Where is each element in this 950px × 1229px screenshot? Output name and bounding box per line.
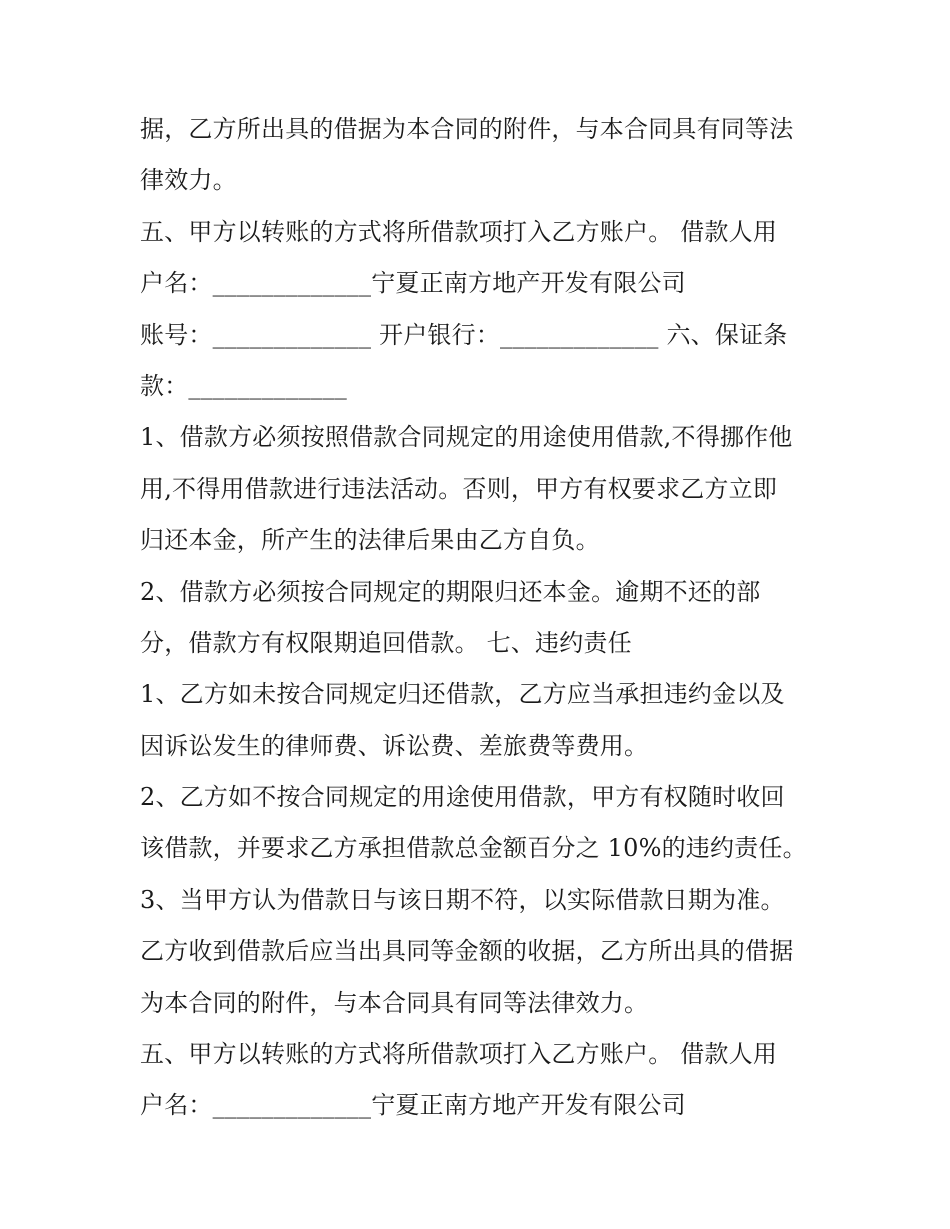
text-line: 五、甲方以转账的方式将所借款项打入乙方账户。 借款人用	[140, 217, 778, 246]
text-line: 1、乙方如未按合同规定归还借款，乙方应当承担违约金以及	[140, 680, 785, 709]
text-line: 账号：_____________ 开户银行：_____________ 六、保证条	[140, 320, 788, 349]
text-line: 归还本金，所产生的法律后果由乙方自负。	[140, 526, 600, 555]
text-line: 3、当甲方认为借款日与该日期不符，以实际借款日期为准。	[140, 885, 785, 914]
text-line: 2、借款方必须按合同规定的期限归还本金。逾期不还的部	[140, 577, 761, 606]
text-line: 乙方收到借款后应当出具同等金额的收据，乙方所出具的借据	[140, 937, 794, 966]
text-line: 五、甲方以转账的方式将所借款项打入乙方账户。 借款人用	[140, 1040, 778, 1069]
text-line: 用,不得用借款进行违法活动。否则，甲方有权要求乙方立即	[140, 474, 778, 503]
text-line: 律效力。	[140, 166, 237, 195]
text-line: 2、乙方如不按合同规定的用途使用借款，甲方有权随时收回	[140, 783, 785, 812]
text-line: 分，借款方有权限期追回借款。 七、违约责任	[140, 628, 632, 657]
text-line: 据，乙方所出具的借据为本合同的附件，与本合同具有同等法	[140, 115, 794, 143]
text-line: 户名：_____________宁夏正南方地产开发有限公司	[140, 1091, 686, 1120]
text-line: 为本合同的附件，与本合同具有同等法律效力。	[140, 988, 649, 1017]
contract-text	[140, 104, 830, 1132]
text-line: 款：_____________	[140, 371, 347, 400]
text-line: 户名：_____________宁夏正南方地产开发有限公司	[140, 269, 686, 298]
text-line: 该借款，并要求乙方承担借款总金额百分之 10%的违约责任。	[140, 834, 807, 863]
text-line: 1、借款方必须按照借款合同规定的用途使用借款,不得挪作他	[140, 423, 793, 452]
text-line: 因诉讼发生的律师费、诉讼费、差旅费等费用。	[140, 731, 649, 760]
